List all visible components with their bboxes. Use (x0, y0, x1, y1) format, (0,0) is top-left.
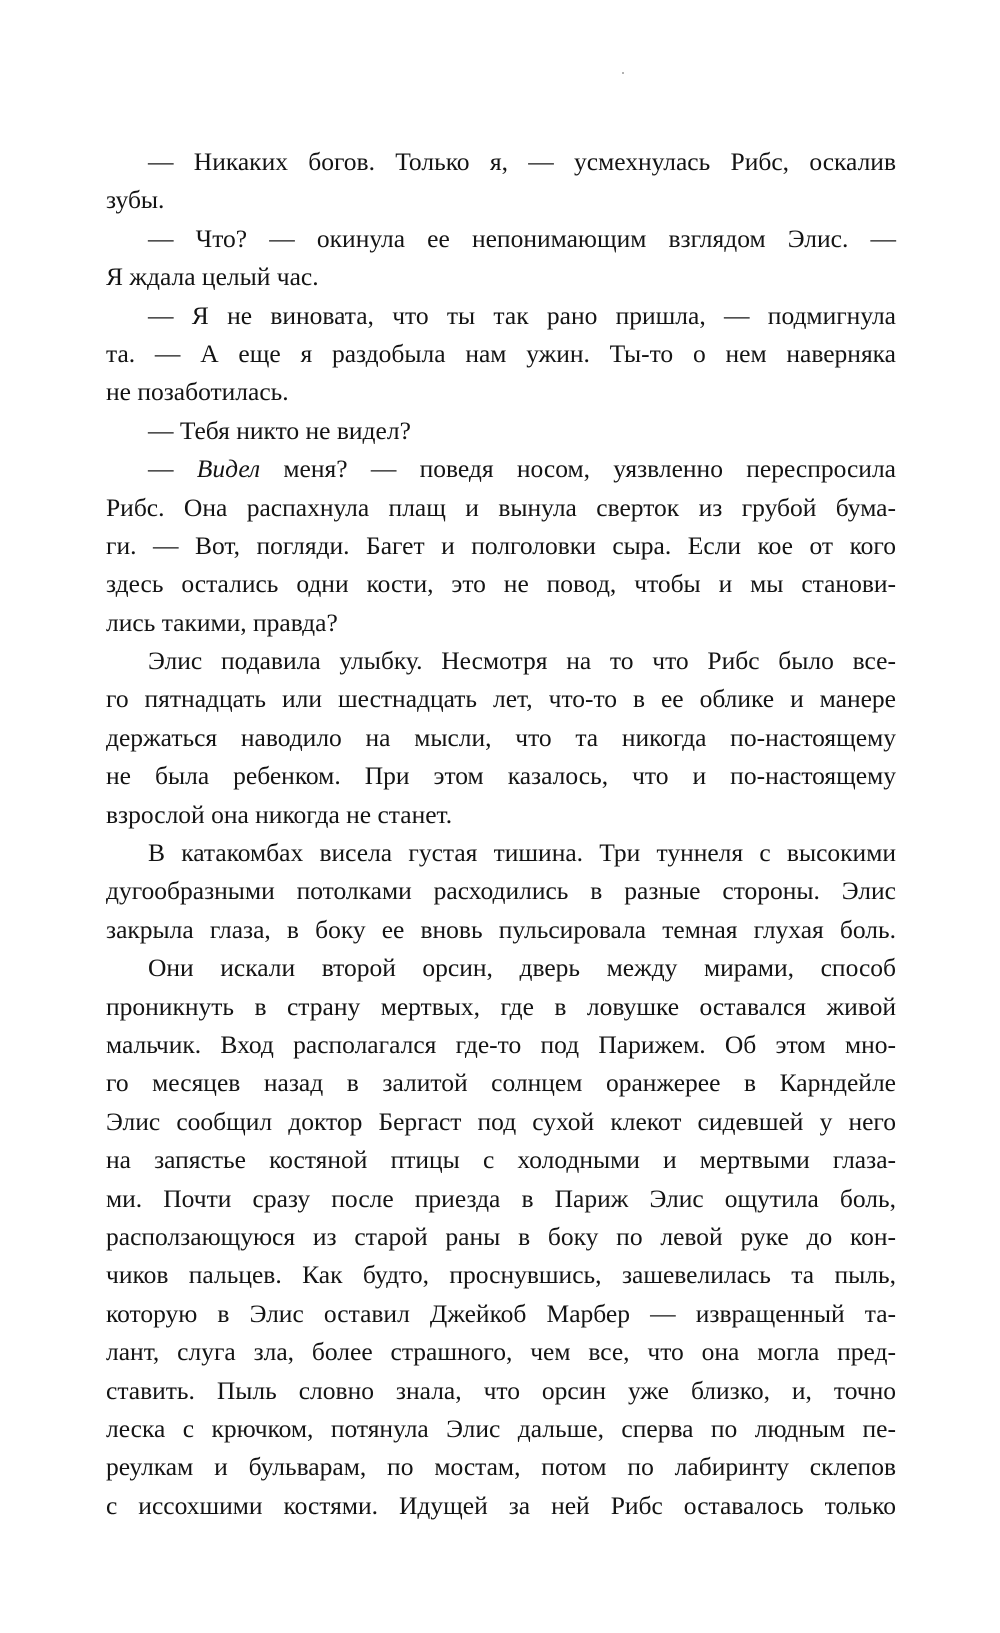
text-line: — Никаких богов. Только я, — усмехнулась Рибс, оскалив (148, 147, 896, 176)
text-line: с иссохшими костями. Идущей за ней Рибс оставалось только (106, 1490, 896, 1520)
text-line: Они искали второй орсин, дверь между мирами, способ (148, 953, 896, 983)
text-line: леска с крючком, потянула Элис дальше, сперва по людным пе- (106, 1413, 896, 1443)
page-body (106, 143, 896, 1525)
text-line: не позаботилась. (106, 377, 289, 407)
text-line: взрослой она никогда не станет. (106, 799, 453, 829)
text-line: расползающуюся из старой раны в боку по левой руке до кон- (106, 1221, 896, 1251)
text-line: — Тебя никто не видел? (148, 415, 411, 445)
text-line: го месяцев назад в залитой солнцем оранжерее в Карндейле (106, 1068, 896, 1098)
text-line: закрыла глаза, в боку ее вновь пульсировала темная глухая боль. (106, 914, 896, 944)
paper-speck (622, 72, 624, 74)
text-line: го пятнадцать или шестнадцать лет, что-то в ее облике и манере (106, 684, 896, 714)
text-line: В катакомбах висела густая тишина. Три туннеля с высокими (148, 838, 896, 868)
text-line: мальчик. Вход располагался где-то под Парижем. Об этом мно- (106, 1029, 896, 1059)
text-line: здесь остались одни кости, это не повод, чтобы и мы станови- (106, 569, 896, 599)
text-line: держаться наводило на мысли, что та никогда по-настоящему (106, 722, 896, 752)
text-line: — Что? — окинула ее непонимающим взглядом Элис. — (148, 223, 896, 253)
text-line: Элис подавила улыбку. Несмотря на то что Рибс было все- (148, 646, 896, 676)
text-line: ги. — Вот, погляди. Багет и полголовки сыра. Если кое от кого (106, 530, 896, 560)
text-line: Рибс. Она распахнула плащ и вынула сверток из грубой бума- (106, 492, 896, 522)
text-line: ми. Почти сразу после приезда в Париж Элис ощутила боль, (106, 1183, 896, 1213)
text-line: проникнуть в страну мертвых, где в ловушке оставался живой (106, 991, 896, 1021)
text-line: дугообразными потолками расходились в разные стороны. Элис (106, 876, 896, 906)
text-line: реулкам и бульварам, по мостам, потом по лабиринту склепов (106, 1452, 896, 1482)
text-line: не была ребенком. При этом казалось, что и по-настоящему (106, 761, 896, 791)
text-line: чиков пальцев. Как будто, проснувшись, зашевелилась та пыль, (106, 1260, 896, 1290)
italic-word: Видел (196, 454, 261, 484)
text-line: на запястье костяной птицы с холодными и мертвыми глаза- (106, 1145, 896, 1175)
text-line: лант, слуга зла, более страшного, чем все, что она могла пред- (106, 1337, 896, 1367)
text-line: Я ждала целый час. (106, 262, 319, 292)
text-line: — Я не виновата, что ты так рано пришла, — подмигнула (148, 300, 896, 330)
text-line: Элис сообщил доктор Бергаст под сухой клекот сидевшей у него (106, 1106, 896, 1136)
text-line: которую в Элис оставил Джейкоб Марбер — извращенный та- (106, 1298, 896, 1328)
text-line: ставить. Пыль словно знала, что орсин уже близко, и, точно (106, 1375, 896, 1405)
text-line: та. — А еще я раздобыла нам ужин. Ты-то о нем наверняка (106, 338, 896, 368)
text-line: зубы. (106, 185, 165, 215)
text-line: лись такими, правда? (106, 607, 338, 637)
text-line: — Видел меня? — поведя носом, уязвленно переспросила (148, 454, 897, 484)
